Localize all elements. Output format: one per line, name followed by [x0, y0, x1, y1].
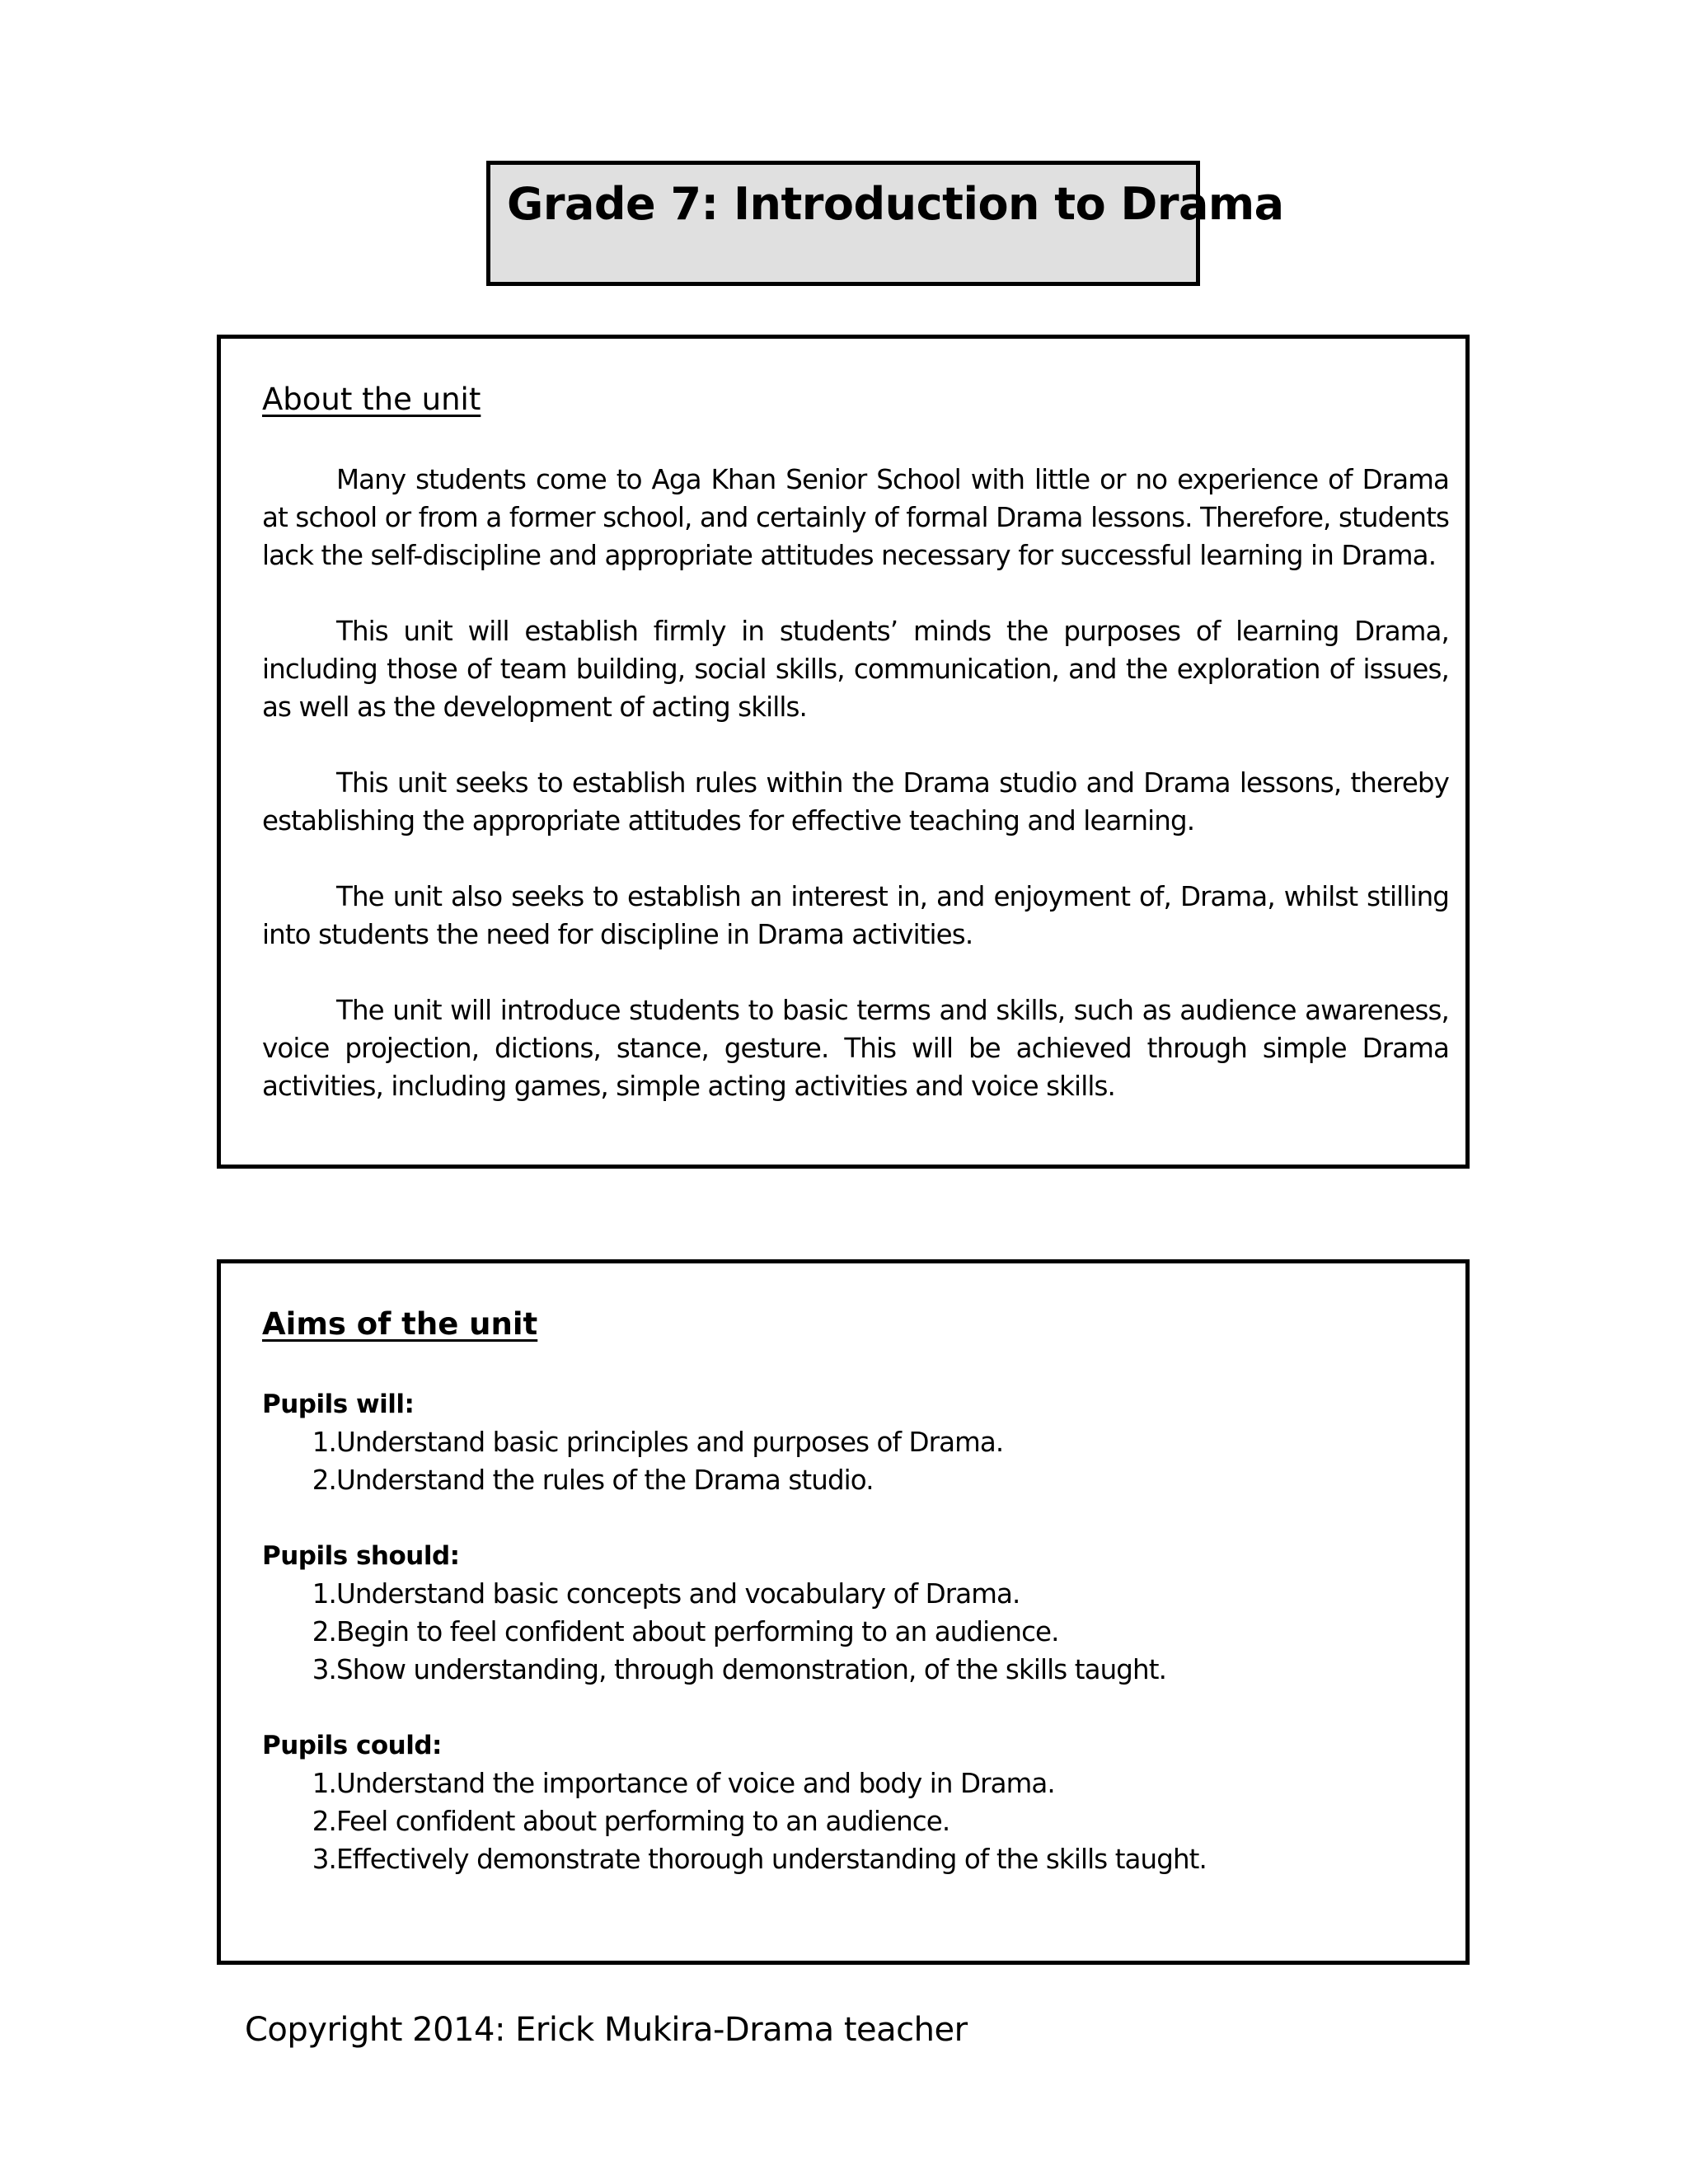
aims-heading: Aims of the unit: [262, 1306, 538, 1342]
list-number: 2.: [312, 1806, 336, 1837]
list-item: [262, 1765, 1449, 1802]
aims-group-will: [262, 1385, 1449, 1499]
aims-group-should: [262, 1537, 1449, 1689]
group-label: Pupils will:: [262, 1390, 415, 1419]
about-paragraph: Many students come to Aga Khan Senior School with little or no experience of Drama at school or from a former school, and certainly of formal Drama lessons. Therefore, students lack the self-discipline and appropriate attitudes necessary for successful learning in Drama.: [262, 464, 1449, 571]
about-heading: About the unit: [262, 382, 481, 417]
list-item: [262, 1423, 1449, 1461]
aims-section: [217, 1259, 1470, 1965]
list-item: [262, 1575, 1449, 1613]
about-paragraphs: [262, 461, 1449, 1143]
list-text: Understand the rules of the Drama studio.: [336, 1465, 874, 1496]
list-text: Understand basic principles and purposes of Drama.: [336, 1427, 1004, 1458]
list-text: Understand basic concepts and vocabulary of Drama.: [336, 1578, 1020, 1610]
list-item: [262, 1802, 1449, 1840]
list-number: 2.: [312, 1465, 336, 1496]
copyright-footer: Copyright 2014: Erick Mukira-Drama teacher: [245, 2011, 968, 2049]
list-text: Understand the importance of voice and body in Drama.: [336, 1768, 1055, 1799]
list-item: [262, 1840, 1449, 1878]
page-title: Grade 7: Introduction to Drama: [507, 178, 1284, 230]
list-text: Begin to feel confident about performing to an audience.: [336, 1616, 1059, 1647]
about-paragraph: The unit will introduce students to basic terms and skills, such as audience awareness, voice projection, dictions, stance, gesture. This will be achieved through simple Drama activities, including games, simple acting activities and voice skills.: [262, 995, 1449, 1102]
list-number: 3.: [312, 1844, 336, 1875]
list-text: Feel confident about performing to an audience.: [336, 1806, 950, 1837]
about-paragraph: The unit also seeks to establish an interest in, and enjoyment of, Drama, whilst stilling into students the need for discipline in Drama activities.: [262, 881, 1449, 950]
list-item: [262, 1613, 1449, 1651]
about-paragraph: This unit will establish firmly in students’ minds the purposes of learning Drama, including those of team building, social skills, communication, and the exploration of issues, as well as the development of acting skills.: [262, 616, 1449, 723]
list-number: 1.: [312, 1768, 336, 1799]
group-label: Pupils should:: [262, 1541, 460, 1571]
about-section: [217, 335, 1470, 1169]
list-item: [262, 1461, 1449, 1499]
aims-groups: [262, 1385, 1449, 1916]
list-number: 2.: [312, 1616, 336, 1647]
list-number: 1.: [312, 1427, 336, 1458]
list-text: Effectively demonstrate thorough understanding of the skills taught.: [336, 1844, 1207, 1875]
title-box: [486, 161, 1284, 286]
list-item: [262, 1651, 1449, 1689]
about-paragraph: This unit seeks to establish rules within the Drama studio and Drama lessons, thereby establishing the appropriate attitudes for effective teaching and learning.: [262, 767, 1449, 837]
list-number: 3.: [312, 1654, 336, 1685]
list-text: Show understanding, through demonstration, of the skills taught.: [336, 1654, 1166, 1685]
group-label: Pupils could:: [262, 1731, 442, 1760]
list-number: 1.: [312, 1578, 336, 1610]
aims-group-could: [262, 1727, 1449, 1878]
